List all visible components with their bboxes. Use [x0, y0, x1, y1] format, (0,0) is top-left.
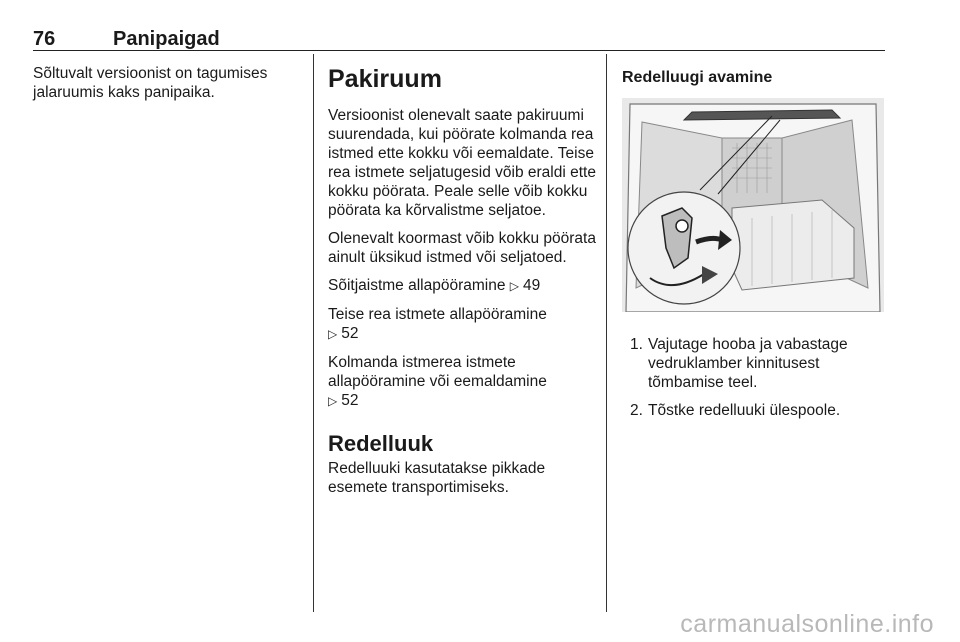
cross-reference[interactable]	[328, 276, 596, 296]
reference-page: 52	[341, 392, 359, 409]
reference-text: Kolmanda istmerea istmete allapööramine või eemaldamine	[328, 354, 547, 390]
paragraph: Versioonist olenevalt saate pakiruumi suurendada, kui pöörate kolmanda rea istmed ette kokku või eemaldate. Teise rea istmete seljatugesid võib eraldi ette kokku pöörata. Peale selle võib kokku pöörata ka kõrvalistme seljatoe.	[328, 107, 596, 219]
column-divider	[313, 54, 314, 612]
column-divider	[606, 54, 607, 612]
ladder-flap-illustration	[622, 98, 884, 312]
reference-arrow-icon: ▷	[328, 394, 338, 408]
step-text: Vajutage hooba ja vabastage vedruklamber kinnitusest tõmbamise teel.	[648, 336, 848, 391]
column-middle	[328, 64, 596, 506]
step-number: 2.	[630, 402, 643, 419]
reference-page: 49	[523, 277, 541, 294]
step-text: Tõstke redelluuki ülespoole.	[648, 402, 841, 419]
page-number: 76	[33, 28, 56, 50]
subsection-heading: Redelluuk	[328, 431, 434, 456]
reference-text: Teise rea istmete allapööramine	[328, 306, 547, 323]
cross-reference[interactable]	[328, 305, 596, 344]
reference-arrow-icon: ▷	[509, 279, 520, 293]
cross-reference[interactable]	[328, 353, 596, 411]
reference-arrow-icon: ▷	[328, 327, 338, 341]
instruction-list	[622, 335, 886, 420]
list-item	[622, 401, 886, 420]
page-header	[33, 26, 885, 51]
section-heading: Redelluugi avamine	[622, 69, 773, 86]
step-number: 1.	[630, 336, 643, 353]
paragraph: Redelluuki kasutatakse pikkade esemete transportimiseks.	[328, 460, 546, 496]
list-item	[622, 335, 886, 392]
reference-page: 52	[341, 325, 359, 342]
column-right	[622, 68, 886, 429]
reference-text: Sõitjaistme allapööramine	[328, 277, 506, 294]
page-title: Panipaigad	[113, 28, 220, 50]
section-heading: Pakiruum	[328, 65, 442, 93]
watermark: carmanualsonline.info	[680, 610, 934, 638]
intro-text: Sõltuvalt versioonist on tagumises jalaruumis kaks panipaika.	[33, 65, 268, 101]
column-left	[33, 64, 303, 111]
paragraph: Olenevalt koormast võib kokku pöörata ainult üksikud istmed või seljatoed.	[328, 230, 596, 266]
